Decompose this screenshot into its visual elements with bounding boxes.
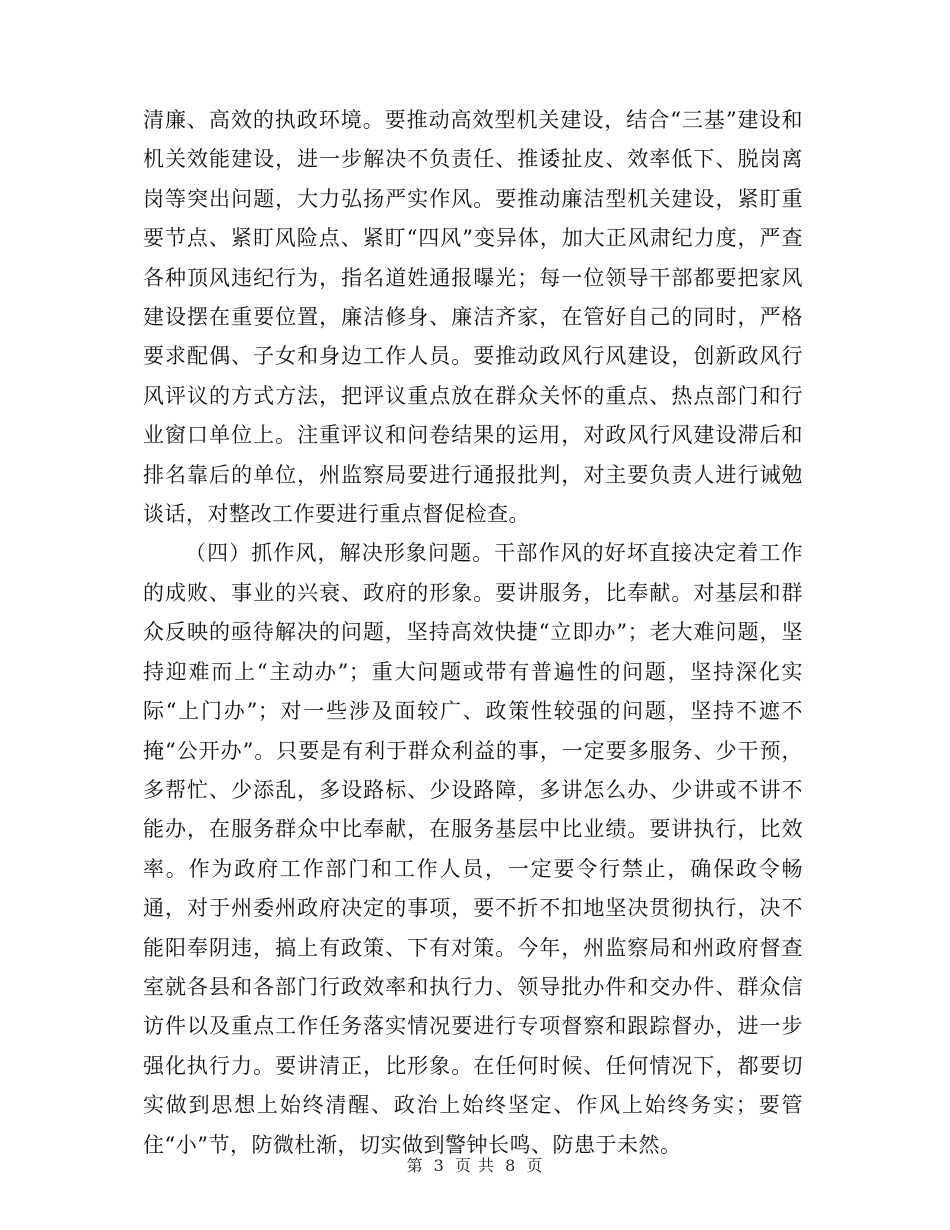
footer-page-total: 8 <box>505 1156 517 1175</box>
footer-mid: 页 共 <box>454 1156 496 1175</box>
paragraph-1: 清廉、高效的执政环境。要推动高效型机关建设，结合“三基”建设和机关效能建设，进一步解决不负责任、推诿扯皮、效率低下、脱岗离岗等突出问题，大力弘扬严实作风。要推动廉洁型机关建设，紧盯重要节点、紧盯风险点、紧盯“四风”变异体，加大正风肃纪力度，严查各种顶风违纪行为，指名道姓通报曝光；每一位领导干部都要把家风建设摆在重要位置，廉洁修身、廉洁齐家，在管好自己的同时，严格要求配偶、子女和身边工作人员。要推动政风行风建设，创新政风行风评议的方式方法，把评议重点放在群众关怀的重点、热点部门和行业窗口单位上。注重评议和问卷结果的运用，对政风行风建设滞后和排名靠后的单位，州监察局要进行通报批判，对主要负责人进行诫勉谈话，对整改工作要进行重点督促检查。 <box>143 108 803 527</box>
footer-prefix: 第 <box>406 1156 424 1175</box>
page-footer <box>0 1153 950 1176</box>
footer-suffix: 页 <box>526 1156 544 1175</box>
document-body <box>143 101 803 1165</box>
paragraph-2: （四）抓作风，解决形象问题。干部作风的好坏直接决定着工作的成败、事业的兴衰、政府的形象。要讲服务，比奉献。对基层和群众反映的亟待解决的问题，坚持高效快捷“立即办”；老大难问题，坚持迎难而上“主动办”；重大问题或带有普遍性的问题，坚持深化实际“上门办”；对一些涉及面较广、政策性较强的问题，坚持不遮不掩“公开办”。只要是有利于群众利益的事，一定要多服务、少干预，多帮忙、少添乱，多设路标、少设路障，多讲怎么办、少讲或不讲不能办，在服务群众中比奉献，在服务基层中比业绩。要讲执行，比效率。作为政府工作部门和工作人员，一定要令行禁止，确保政令畅通，对于州委州政府决定的事项，要不折不扣地坚决贯彻执行，决不能阳奉阴违，搞上有政策、下有对策。今年，州监察局和州政府督查室就各县和各部门行政效率和执行力、领导批办件和交办件、群众信访件以及重点工作任务落实情况要进行专项督察和跟踪督办，进一步强化执行力。要讲清正，比形象。在任何时候、任何情况下，都要切实做到思想上始终清醒、政治上始终坚定、作风上始终务实；要管住“小”节，防微杜渐，切实做到警钟长鸣、防患于未然。 <box>143 541 803 1157</box>
footer-page-number: 3 <box>433 1156 445 1175</box>
